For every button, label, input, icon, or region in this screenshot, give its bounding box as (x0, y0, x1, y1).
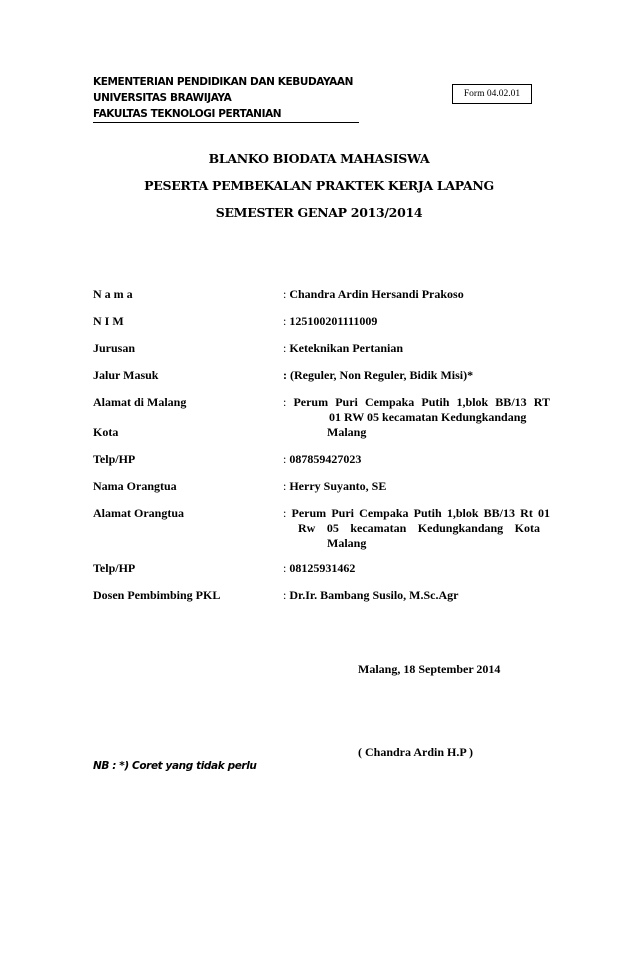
field-value: 087859427023 (289, 452, 362, 466)
signature-place-date: Malang, 18 September 2014 (358, 662, 501, 676)
field-colon: : (283, 452, 287, 466)
field-label: Telp/HP (93, 561, 136, 575)
field-colon: : (283, 506, 287, 520)
signature-name: ( Chandra Ardin H.P ) (358, 745, 474, 759)
field-colon: : (283, 314, 287, 328)
field-label: N I M (93, 314, 124, 328)
field-label: Alamat Orangtua (93, 506, 184, 520)
field-colon: : (283, 395, 287, 409)
field-colon: : (283, 588, 287, 602)
document-subtitle: PESERTA PEMBEKALAN PRAKTEK KERJA LAPANG (144, 178, 494, 193)
field-value: Keteknikan Pertanian (289, 341, 404, 355)
institution-header (93, 74, 359, 123)
address-line-3: Malang (327, 536, 367, 550)
field-label: Nama Orangtua (93, 479, 177, 493)
semester-title: SEMESTER GENAP 2013/2014 (215, 205, 423, 220)
field-label: N a m a (93, 287, 133, 301)
field-label: Jurusan (93, 341, 136, 355)
field-label: Dosen Pembimbing PKL (93, 588, 221, 602)
field-value: Dr.Ir. Bambang Susilo, M.Sc.Agr (289, 588, 459, 602)
field-colon: : (283, 479, 287, 493)
faculty-name: FAKULTAS TEKNOLOGI PERTANIAN (93, 106, 359, 123)
field-label: Telp/HP (93, 452, 136, 466)
footnote: NB : *) Coret yang tidak perlu (93, 760, 257, 772)
field-value: 08125931462 (289, 561, 356, 575)
address-line-2: Rw 05 kecamatan Kedungkandang Kota (298, 521, 540, 535)
field-label: Alamat di Malang (93, 395, 187, 409)
field-label-kota: Kota (93, 425, 119, 439)
field-colon: : (283, 341, 287, 355)
ministry-name: KEMENTERIAN PENDIDIKAN DAN KEBUDAYAAN (93, 76, 354, 88)
document-title: BLANKO BIODATA MAHASISWA (208, 151, 430, 166)
field-colon: : (283, 561, 287, 575)
field-value: Herry Suyanto, SE (289, 479, 387, 493)
address-line-1: Perum Puri Cempaka Putih 1,blok BB/13 Rt 01 (291, 506, 550, 520)
university-name: UNIVERSITAS BRAWIJAYA (93, 92, 232, 104)
field-colon: : (283, 368, 287, 382)
form-code-box: Form 04.02.01 (452, 84, 532, 104)
address-line-2: 01 RW 05 kecamatan Kedungkandang (329, 410, 527, 424)
field-value: 125100201111009 (289, 314, 378, 328)
address-line-3: Malang (327, 425, 367, 439)
field-value: Chandra Ardin Hersandi Prakoso (289, 287, 464, 301)
field-label: Jalur Masuk (93, 368, 159, 382)
address-line-1: Perum Puri Cempaka Putih 1,blok BB/13 RT (293, 395, 551, 409)
field-value: (Reguler, Non Reguler, Bidik Misi)* (290, 368, 474, 382)
field-colon: : (283, 287, 287, 301)
